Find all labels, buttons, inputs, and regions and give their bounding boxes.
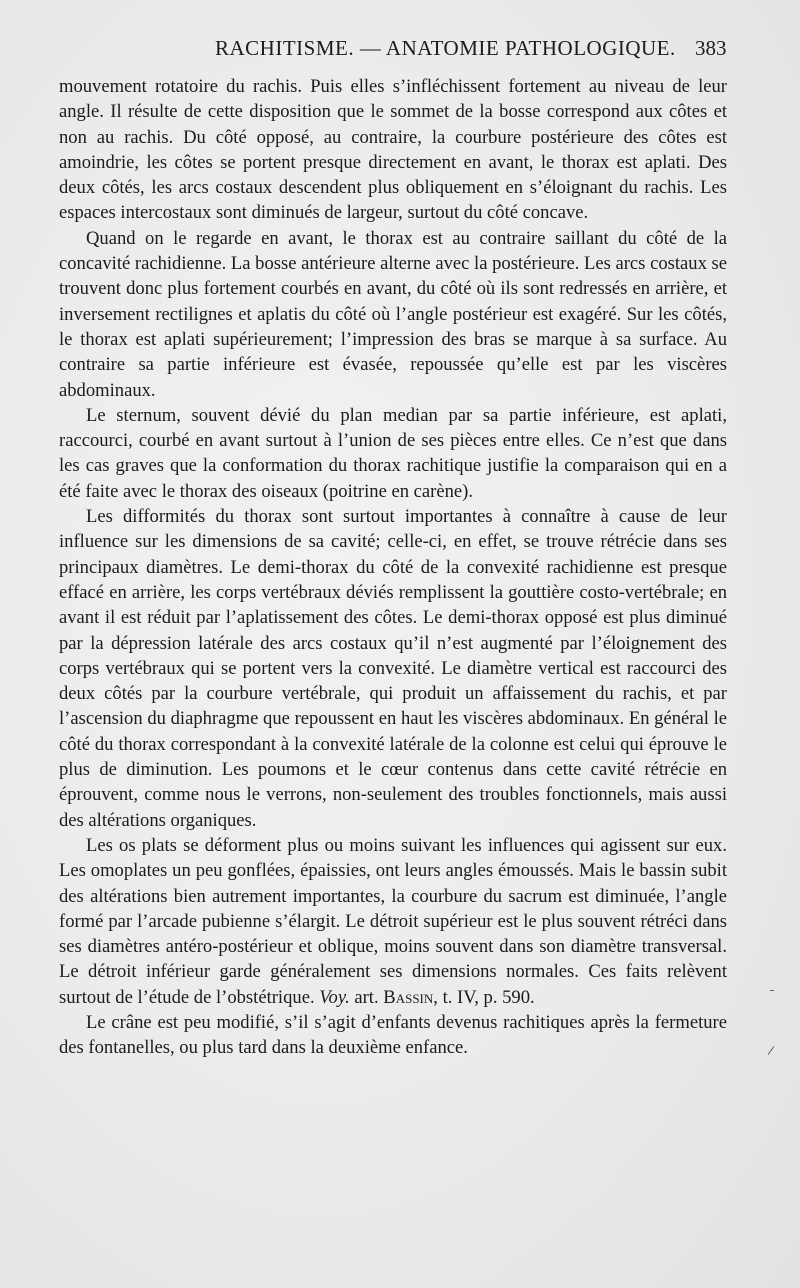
paragraph-thorax-deformities: Les difformités du thorax sont surtout importantes à connaître à cause de leur influence sur les dimensions de sa cavité; celle-ci, en effet, se trouve rétrécie dans ses principaux diamètres. Le demi-thorax du côté de la convexité rachidienne est presque effacé en arrière, les corps vertébraux déviés remplissent la gouttière costo-vertébrale; en avant il est réduit par l’aplatissement des côtes. Le demi-thorax opposé est plus diminué par la dépression latérale des arcs costaux qu’il n’est augmenté par l’éloignement des corps vertébraux qui se portent vers la convexité. Le diamètre vertical est raccourci des deux côtés par la courbure vertébrale, qui produit un affaissement du rachis, et par l’ascension du diaphragme que repoussent en haut les viscères abdominaux. En général le côté du thorax correspondant à la convexité latérale de la colonne est celui qui éprouve le plus de diminution. Les poumons et le cœur contenus dans cette cavité rétrécie en éprouvent, comme nous le verrons, non-seulement des troubles fonctionnels, mais aussi des altérations organiques. [59,506,727,831]
reference-voy: Voy. [319,986,350,1008]
page-number: 383 [695,36,727,60]
reference-art: art. [349,986,379,1008]
margin-mark [768,1046,775,1055]
paragraph-continued: mouvement rotatoire du rachis. Puis elles s’infléchissent fortement au niveau de leur angle. Il résulte de cette disposition que le sommet de la bosse correspond aux côtes et non au rachis. Du côté opposé, au contraire, la courbure postérieure des côtes est amoindrie, les côtes se portent presque directement en avant, le thorax est aplati. Des deux côtés, les arcs costaux descendent plus obliquement en s’éloignant du rachis. Les espaces intercostaux sont diminués de largeur, surtout du côté concave. [59,76,727,224]
margin-dot [770,990,774,991]
body-text [59,74,727,1061]
paragraph-skull: Le crâne est peu modifié, s’il s’agit d’enfants devenus rachitiques après la fermeture des fontanelles, ou plus tard dans la deuxième enfance. [59,1011,727,1059]
flat-bones-text: Les os plats se déforment plus ou moins suivant les influences qui agissent sur eux. Les omoplates un peu gonflées, épaissies, ont leurs angles émoussés. Mais le bassin subit des altérations bien autrement importantes, la courbure du sacrum est diminuée, l’angle formé par l’arcade pubienne s’élargit. Le détroit supérieur est le plus souvent rétréci dans ses diamètres antéro-postérieur et oblique, moins souvent dans son diamètre transversal. Le détroit inférieur garde généralement ses dimensions normales. Ces faits relèvent surtout de l’étude de l’obstétrique. [59,834,727,1008]
reference-bassin: Bassin [383,986,434,1008]
running-head [0,36,800,66]
reference-volume-page: , t. IV, p. 590. [433,986,535,1008]
running-head-title: RACHITISME. — ANATOMIE PATHOLOGIQUE. [215,36,676,60]
paragraph-flat-bones [59,833,727,1010]
paragraph-sternum: Le sternum, souvent dévié du plan median par sa partie inférieure, est aplati, raccourci, courbé en avant surtout à l’union de ses pièces entre elles. Ce n’est que dans les cas graves que la conformation du thorax rachitique justifie la comparaison qui en a été faite avec le thorax des oiseaux (poitrine en carène). [59,404,727,502]
paragraph-thorax-front: Quand on le regarde en avant, le thorax est au contraire saillant du côté de la concavité rachidienne. La bosse antérieure alterne avec la postérieure. Les arcs costaux se trouvent donc plus fortement courbés en avant, du côté où ils sont redressés en arrière, et inversement rectilignes et aplatis du côté où l’angle postérieur est exagéré. Sur les côtés, le thorax est aplati supérieurement; l’impression des bras se marque à sa surface. Au contraire sa partie inférieure est évasée, repoussée qu’elle est par les viscères abdominaux. [59,227,728,401]
